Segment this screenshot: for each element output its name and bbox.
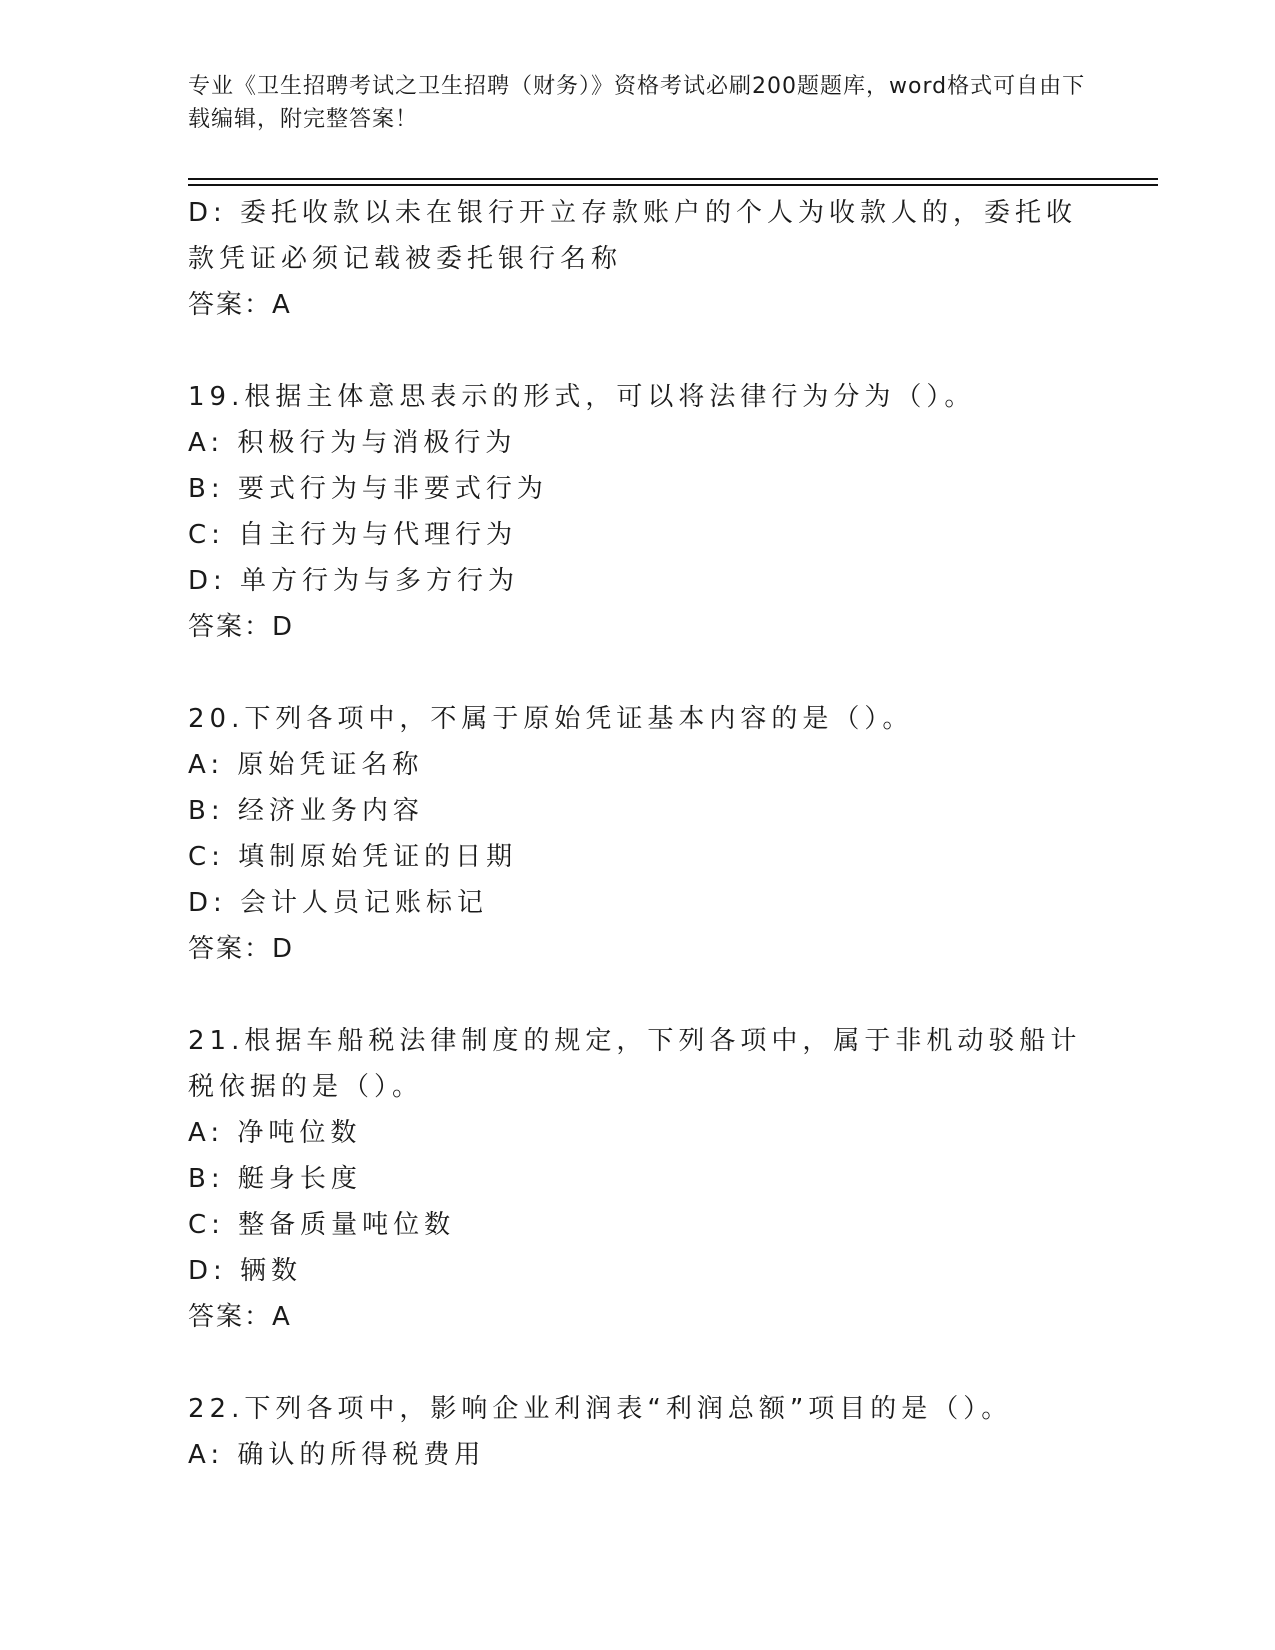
question-fragment	[188, 190, 1088, 328]
document-header: 专业《卫生招聘考试之卫生招聘（财务）》资格考试必刷200题题库，word格式可自由下载编辑，附完整答案！	[188, 74, 1086, 132]
answer: 答案：D	[188, 612, 295, 642]
option-c: C: 自主行为与代理行为	[188, 520, 518, 550]
header-rule-bottom	[188, 184, 1158, 186]
question-21	[188, 1018, 1088, 1340]
option-b: B: 经济业务内容	[188, 796, 424, 826]
option-d: D: 单方行为与多方行为	[188, 566, 520, 596]
document-body	[188, 190, 1088, 1478]
answer: 答案：D	[188, 934, 295, 964]
question-text: 20.下列各项中，不属于原始凭证基本内容的是（）。	[188, 704, 914, 734]
question-22	[188, 1386, 1088, 1478]
option-c: C: 整备质量吨位数	[188, 1210, 456, 1240]
spacer	[188, 1340, 1088, 1386]
question-text: 19.根据主体意思表示的形式，可以将法律行为分为（）。	[188, 382, 976, 412]
spacer	[188, 650, 1088, 696]
question-20	[188, 696, 1088, 972]
option-c: C: 填制原始凭证的日期	[188, 842, 518, 872]
option-a: A: 积极行为与消极行为	[188, 428, 517, 458]
question-19	[188, 374, 1088, 650]
option-a: A: 净吨位数	[188, 1118, 362, 1148]
spacer	[188, 328, 1088, 374]
question-text: 22.下列各项中，影响企业利润表“利润总额”项目的是（）。	[188, 1394, 1013, 1424]
answer: 答案：A	[188, 290, 292, 320]
answer: 答案：A	[188, 1302, 292, 1332]
question-text: 21.根据车船税法律制度的规定，下列各项中，属于非机动驳船计税依据的是（）。	[188, 1026, 1082, 1102]
spacer	[188, 972, 1088, 1018]
option-b: B: 艇身长度	[188, 1164, 362, 1194]
option-d: D: 会计人员记账标记	[188, 888, 489, 918]
header-rule-top	[188, 178, 1158, 180]
option-d: D: 委托收款以未在银行开立存款账户的个人为收款人的，委托收款凭证必须记载被委托银行名称	[188, 198, 1078, 274]
option-a: A: 原始凭证名称	[188, 750, 424, 780]
option-b: B: 要式行为与非要式行为	[188, 474, 548, 504]
option-a: A: 确认的所得税费用	[188, 1440, 486, 1470]
option-d: D: 辆数	[188, 1256, 303, 1286]
